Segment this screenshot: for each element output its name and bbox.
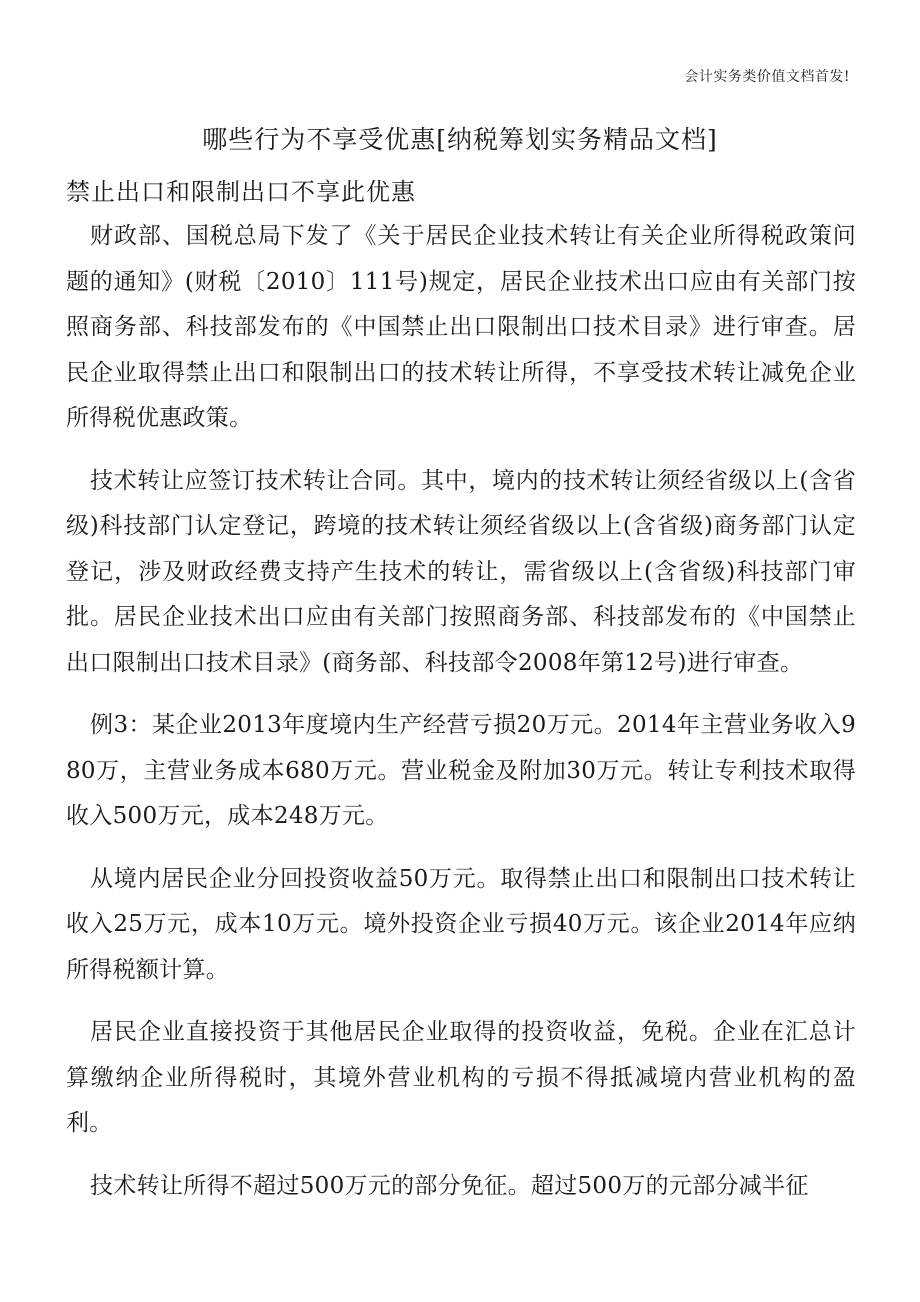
document-body (66, 214, 856, 1226)
section-heading: 禁止出口和限制出口不享此优惠 (66, 178, 416, 206)
paragraph-3: 例3：某企业2013年度境内生产经营亏损20万元。2014年主营业务收入980万，主营业务成本680万元。营业税金及附加30万元。转让专利技术取得收入500万元，成本248万元。 (66, 712, 856, 829)
document-title: 哪些行为不享受优惠[纳税筹划实务精品文档] (202, 125, 718, 154)
paragraph-1: 财政部、国税总局下发了《关于居民企业技术转让有关企业所得税政策问题的通知》(财税〔2010〕111号)规定，居民企业技术出口应由有关部门按照商务部、科技部发布的《中国禁止出口限制出口技术目录》进行审查。居民企业取得禁止出口和限制出口的技术转让所得，不享受技术转让减免企业所得税优惠政策。 (66, 223, 856, 431)
paragraph-4: 从境内居民企业分回投资收益50万元。取得禁止出口和限制出口技术转让收入25万元，成本10万元。境外投资企业亏损40万元。该企业2014年应纳所得税额计算。 (66, 865, 856, 983)
paragraph-2: 技术转让应签订技术转让合同。其中，境内的技术转让须经省级以上(含省级)科技部门认定登记，跨境的技术转让须经省级以上(含省级)商务部门认定登记，涉及财政经费支持产生技术的转让，需省级以上(含省级)科技部门审批。居民企业技术出口应由有关部门按照商务部、科技部发布的《中国禁止出口限制出口技术目录》(商务部、科技部令2008年第12号)进行审查。 (66, 467, 856, 676)
paragraph-6: 技术转让所得不超过500万元的部分免征。超过500万的元部分减半征 (90, 1172, 809, 1199)
header-note: 会计实务类价值文档首发! (684, 69, 850, 85)
paragraph-5: 居民企业直接投资于其他居民企业取得的投资收益，免税。企业在汇总计算缴纳企业所得税时，其境外营业机构的亏损不得抵减境内营业机构的盈利。 (66, 1019, 856, 1136)
